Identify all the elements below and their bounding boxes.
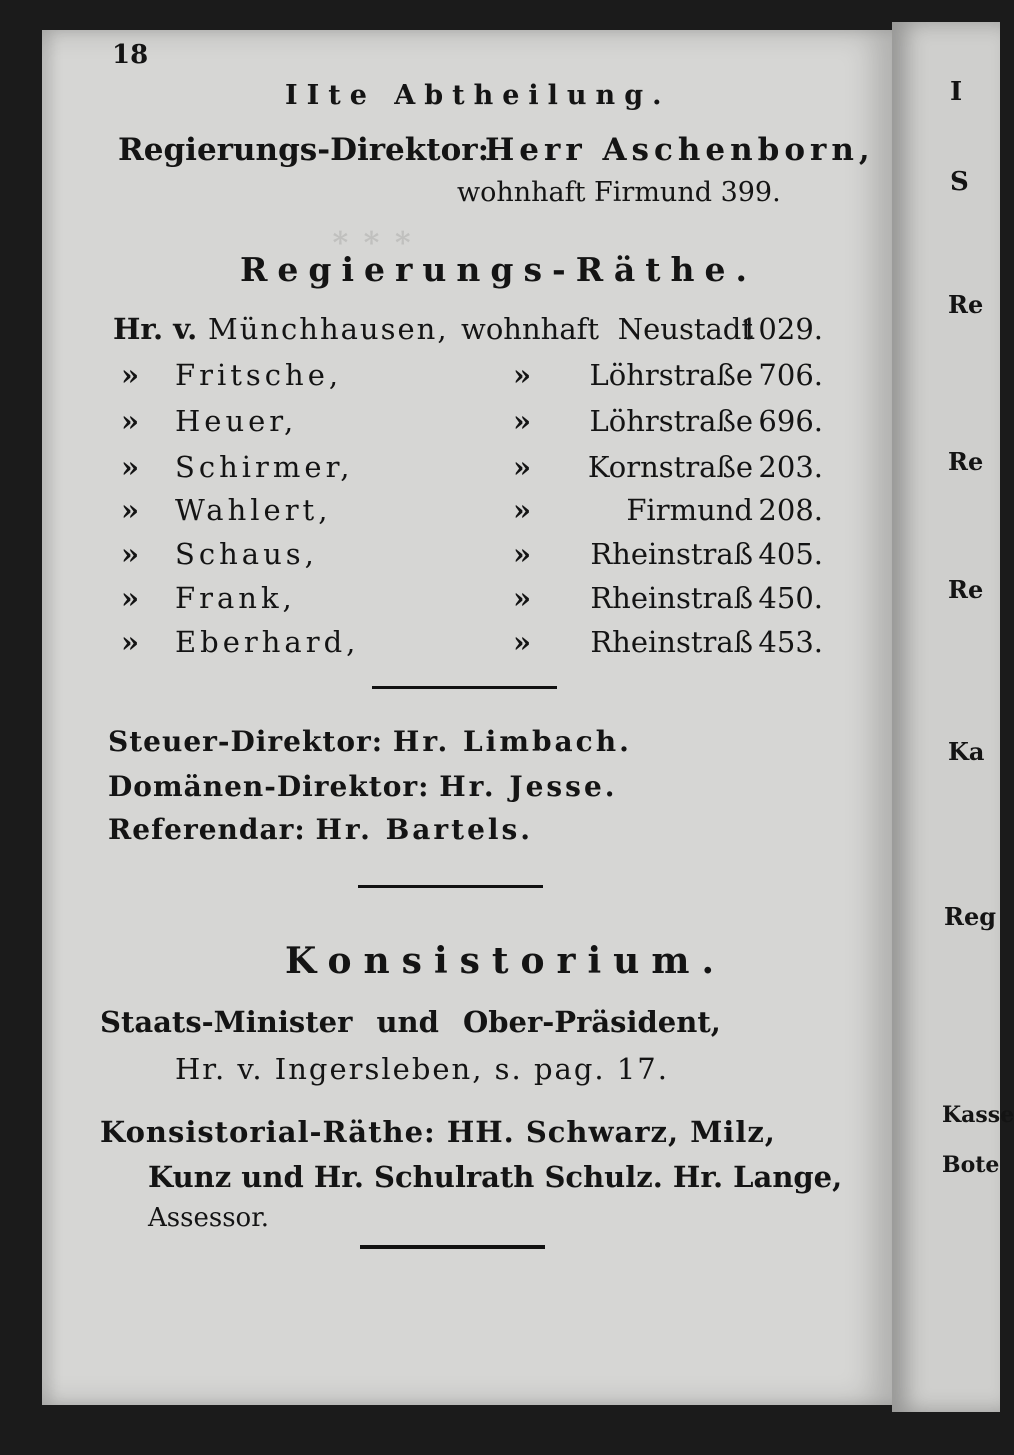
person-name: Eberhard, — [175, 625, 360, 659]
right-fragment: Re — [948, 447, 984, 476]
street: Löhrstraße — [589, 404, 753, 438]
person-name: Schaus, — [175, 537, 318, 571]
list-item — [113, 312, 823, 356]
divider — [358, 885, 543, 888]
person-name: Heuer, — [175, 404, 298, 438]
house-number: 696. — [758, 404, 823, 438]
street: Neustadt — [617, 312, 753, 346]
konsistorial-raete-line: Kunz und Hr. Schulrath Schulz. Hr. Lange, — [148, 1160, 843, 1194]
right-fragment: Kasse — [942, 1102, 1014, 1128]
official-label: Referendar: — [108, 813, 306, 846]
house-number: 208. — [758, 493, 823, 527]
person-name: Schirmer, — [175, 450, 354, 484]
konsistorium-heading: Konsistorium. — [285, 940, 726, 982]
minister-name-line: Hr. v. Ingersleben, s. pag. 17. — [175, 1052, 669, 1086]
house-number: 453. — [758, 625, 823, 659]
ditto-mark: » — [513, 581, 532, 615]
right-fragment: Re — [948, 290, 984, 319]
street: Kornstraße — [587, 450, 753, 484]
ditto-mark: » — [513, 493, 532, 527]
house-number: 1029. — [739, 312, 823, 346]
right-fragment: Ka — [948, 737, 985, 766]
ditto-mark: » — [121, 404, 140, 438]
ditto-mark: » — [121, 358, 140, 392]
list-item — [113, 404, 823, 448]
left-page — [42, 30, 892, 1405]
street: Rheinstraß — [590, 625, 753, 659]
konsistorial-raete-line: Assessor. — [148, 1203, 270, 1233]
list-item — [113, 625, 823, 669]
ditto-mark: » — [513, 358, 532, 392]
person-name: Wahlert, — [175, 493, 332, 527]
list-item — [113, 493, 823, 537]
right-fragment: Bote — [942, 1152, 1000, 1178]
regierungs-direktor-name: Herr Aschenborn, — [485, 132, 875, 168]
street: Firmund — [626, 493, 753, 527]
list-item — [113, 537, 823, 581]
minister-line: Staats-Minister und Ober-Präsident, — [100, 1005, 721, 1039]
ditto-mark: » — [121, 625, 140, 659]
divider — [360, 1245, 545, 1249]
regierungs-direktor-address: wohnhaft Firmund 399. — [457, 177, 781, 208]
section-title: IIte Abtheilung. — [285, 80, 671, 111]
bleed-through-text: ∗ ∗ ∗ — [330, 220, 414, 255]
list-item — [113, 358, 823, 402]
official-name: Hr. Jesse. — [439, 770, 618, 803]
official-name: Hr. Limbach. — [392, 725, 632, 758]
residence-label: wohnhaft — [461, 312, 599, 346]
ditto-mark: » — [513, 450, 532, 484]
list-item — [113, 581, 823, 625]
referendar-line — [108, 813, 533, 846]
street: Rheinstraß — [590, 581, 753, 615]
official-name: Hr. Bartels. — [315, 813, 534, 846]
house-number: 706. — [758, 358, 823, 392]
title-prefix: Hr. v. — [113, 312, 198, 346]
ditto-mark: » — [121, 581, 140, 615]
list-item — [113, 450, 823, 494]
person-name: Münchhausen, — [208, 312, 449, 346]
konsistorial-raete-line: Konsistorial-Räthe: HH. Schwarz, Milz, — [100, 1115, 776, 1149]
ditto-mark: » — [513, 537, 532, 571]
divider — [372, 686, 557, 689]
street: Rheinstraß — [590, 537, 753, 571]
house-number: 450. — [758, 581, 823, 615]
right-fragment: S — [950, 167, 969, 197]
right-fragment: I — [950, 77, 963, 107]
right-fragment: Reg — [944, 902, 996, 931]
house-number: 203. — [758, 450, 823, 484]
ditto-mark: » — [121, 450, 140, 484]
regierungs-direktor-label: Regierungs-Direktor: — [118, 132, 490, 168]
official-label: Steuer-Direktor: — [108, 725, 384, 758]
ditto-mark: » — [513, 404, 532, 438]
ditto-mark: » — [121, 493, 140, 527]
person-name: Fritsche, — [175, 358, 343, 392]
person-name: Frank, — [175, 581, 296, 615]
right-page-edge — [892, 22, 1014, 1412]
right-fragment: Re — [948, 575, 984, 604]
steuer-direktor-line — [108, 725, 632, 758]
house-number: 405. — [758, 537, 823, 571]
ditto-mark: » — [513, 625, 532, 659]
regierungs-raete-heading: Regierungs-Räthe. — [240, 250, 758, 289]
ditto-mark: » — [121, 537, 140, 571]
official-label: Domänen-Direktor: — [108, 770, 430, 803]
domaenen-direktor-line — [108, 770, 618, 803]
street: Löhrstraße — [589, 358, 753, 392]
page-number: 18 — [112, 40, 149, 70]
